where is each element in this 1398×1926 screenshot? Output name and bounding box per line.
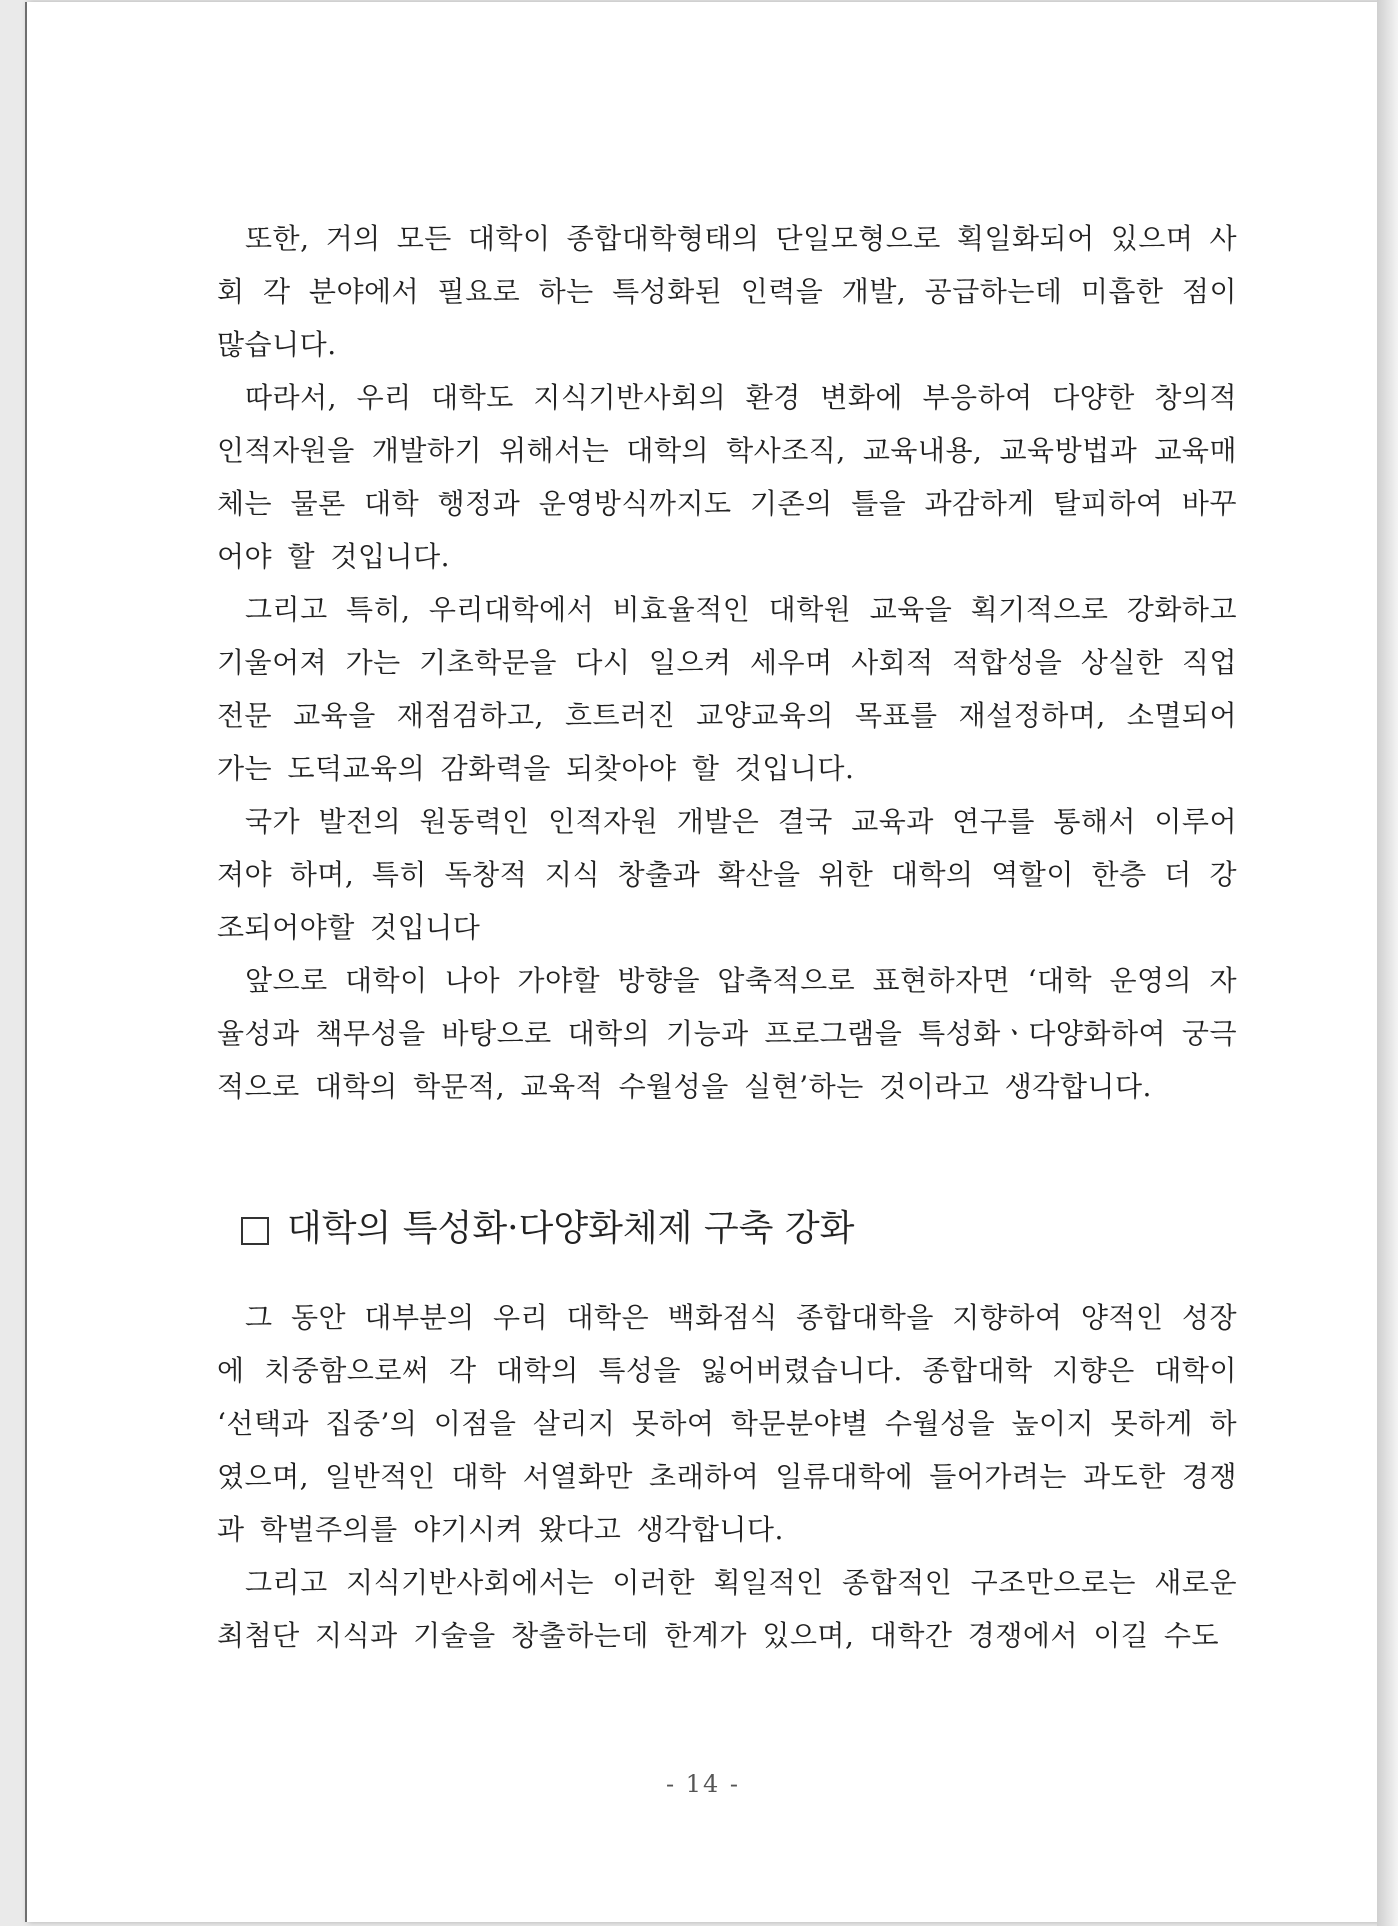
- page-content: [217, 212, 1237, 1662]
- document-page: [25, 2, 1379, 1922]
- checkbox-bullet-icon: [241, 1217, 269, 1245]
- paragraph-graduate-education: 그리고 특히, 우리대학에서 비효율적인 대학원 교육을 획기적으로 강화하고 기울어져 가는 기초학문을 다시 일으켜 세우며 사회적 적합성을 상실한 직업전문 교육을 재점검하고, 흐트러진 교양교육의 목표를 재설정하며, 소멸되어 가는 도덕교육의 감화력을 되찾아야 할 것입니다.: [217, 593, 1237, 785]
- section-heading: [217, 1201, 1237, 1257]
- paragraph-knowledge-society: 그리고 지식기반사회에서는 이러한 획일적인 종합적인 구조만으로는 새로운 최첨단 지식과 기술을 창출하는데 한계가 있으며, 대학간 경쟁에서 이길 수도: [217, 1566, 1237, 1652]
- paragraph-national-development: 국가 발전의 원동력인 인적자원 개발은 결국 교육과 연구를 통해서 이루어져야 하며, 특히 독창적 지식 창출과 확산을 위한 대학의 역할이 한층 더 강조되어야할 것입니다: [217, 805, 1237, 944]
- page-edge-shadow: [1377, 0, 1398, 1926]
- page-number: - 14 -: [665, 1770, 740, 1798]
- paragraph-change: 따라서, 우리 대학도 지식기반사회의 환경 변화에 부응하여 다양한 창의적 인적자원을 개발하기 위해서는 대학의 학사조직, 교육내용, 교육방법과 교육매체는 물론 대학 행정과 운영방식까지도 기존의 틀을 과감하게 탈피하여 바꾸어야 할 것입니다.: [217, 381, 1237, 573]
- section-heading-text: 대학의 특성화·다양화체제 구축 강화: [287, 1208, 855, 1249]
- paragraph-direction: 앞으로 대학이 나아 가야할 방향을 압축적으로 표현하자면 ‘대학 운영의 자율성과 책무성을 바탕으로 대학의 기능과 프로그램을 특성화ㆍ다양화하여 궁극적으로 대학의 학문적, 교육적 수월성을 실현’하는 것이라고 생각합니다.: [217, 964, 1237, 1103]
- paragraph-department-store-university: 그 동안 대부분의 우리 대학은 백화점식 종합대학을 지향하여 양적인 성장에 치중함으로써 각 대학의 특성을 잃어버렸습니다. 종합대학 지향은 대학이 ‘선택과 집중’의 이점을 살리지 못하여 학문분야별 수월성을 높이지 못하게 하였으며, 일반적인 대학 서열화만 초래하여 일류대학에 들어가려는 과도한 경쟁과 학벌주의를 야기시켜 왔다고 생각합니다.: [217, 1301, 1237, 1546]
- paragraph-uniformity: 또한, 거의 모든 대학이 종합대학형태의 단일모형으로 획일화되어 있으며 사회 각 분야에서 필요로 하는 특성화된 인력을 개발, 공급하는데 미흡한 점이 많습니다.: [217, 222, 1237, 361]
